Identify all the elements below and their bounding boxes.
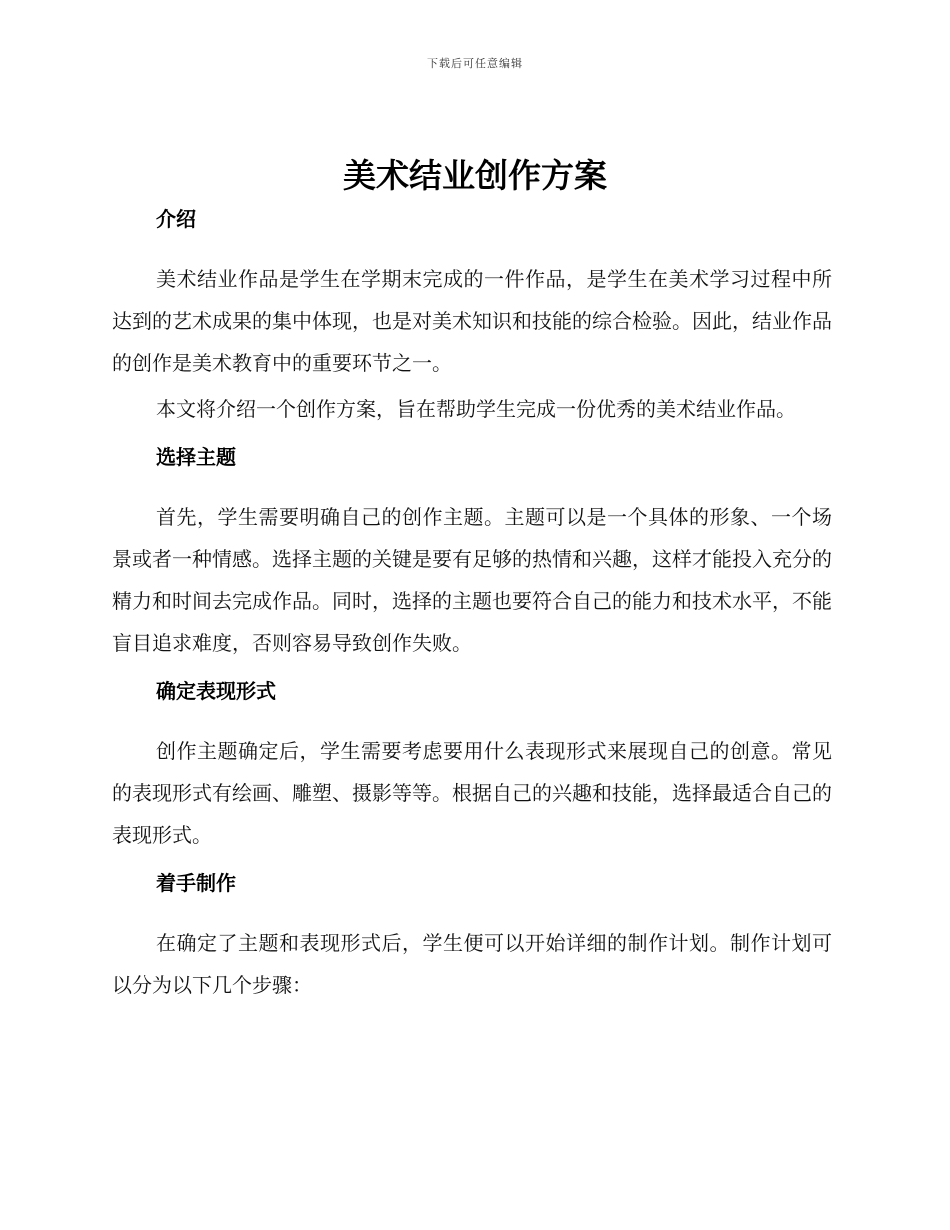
document-title: 美术结业创作方案 (343, 156, 607, 195)
header-note: 下载后可任意编辑 (427, 57, 523, 70)
paragraph: 美术结业作品是学生在学期末完成的一件作品，是学生在美术学习过程中所达到的艺术成果的集中体现，也是对美术知识和技能的综合检验。因此，结业作品的创作是美术教育中的重要环节之一。 (112, 267, 832, 375)
paragraph: 在确定了主题和表现形式后，学生便可以开始详细的制作计划。制作计划可以分为以下几个步骤： (112, 931, 832, 997)
section-production (112, 868, 832, 1006)
paragraph: 首先，学生需要明确自己的创作主题。主题可以是一个具体的形象、一个场景或者一种情感。选择主题的关键是要有足够的热情和兴趣，这样才能投入充分的精力和时间去完成作品。同时，选择的主题也要符合自己的能力和技术水平，不能盲目追求难度，否则容易导致创作失败。 (112, 505, 832, 655)
section-heading-intro: 介绍 (156, 207, 196, 231)
document-body (112, 204, 832, 1006)
section-form (112, 676, 832, 868)
section-heading-theme: 选择主题 (156, 445, 236, 469)
paragraph: 创作主题确定后，学生需要考虑要用什么表现形式来展现自己的创意。常见的表现形式有绘画、雕塑、摄影等等。根据自己的兴趣和技能，选择最适合自己的表现形式。 (112, 739, 832, 847)
section-theme (112, 442, 832, 676)
section-heading-form: 确定表现形式 (156, 679, 276, 703)
section-heading-production: 着手制作 (156, 871, 236, 895)
paragraph: 本文将介绍一个创作方案，旨在帮助学生完成一份优秀的美术结业作品。 (156, 397, 796, 421)
section-intro (112, 204, 832, 442)
